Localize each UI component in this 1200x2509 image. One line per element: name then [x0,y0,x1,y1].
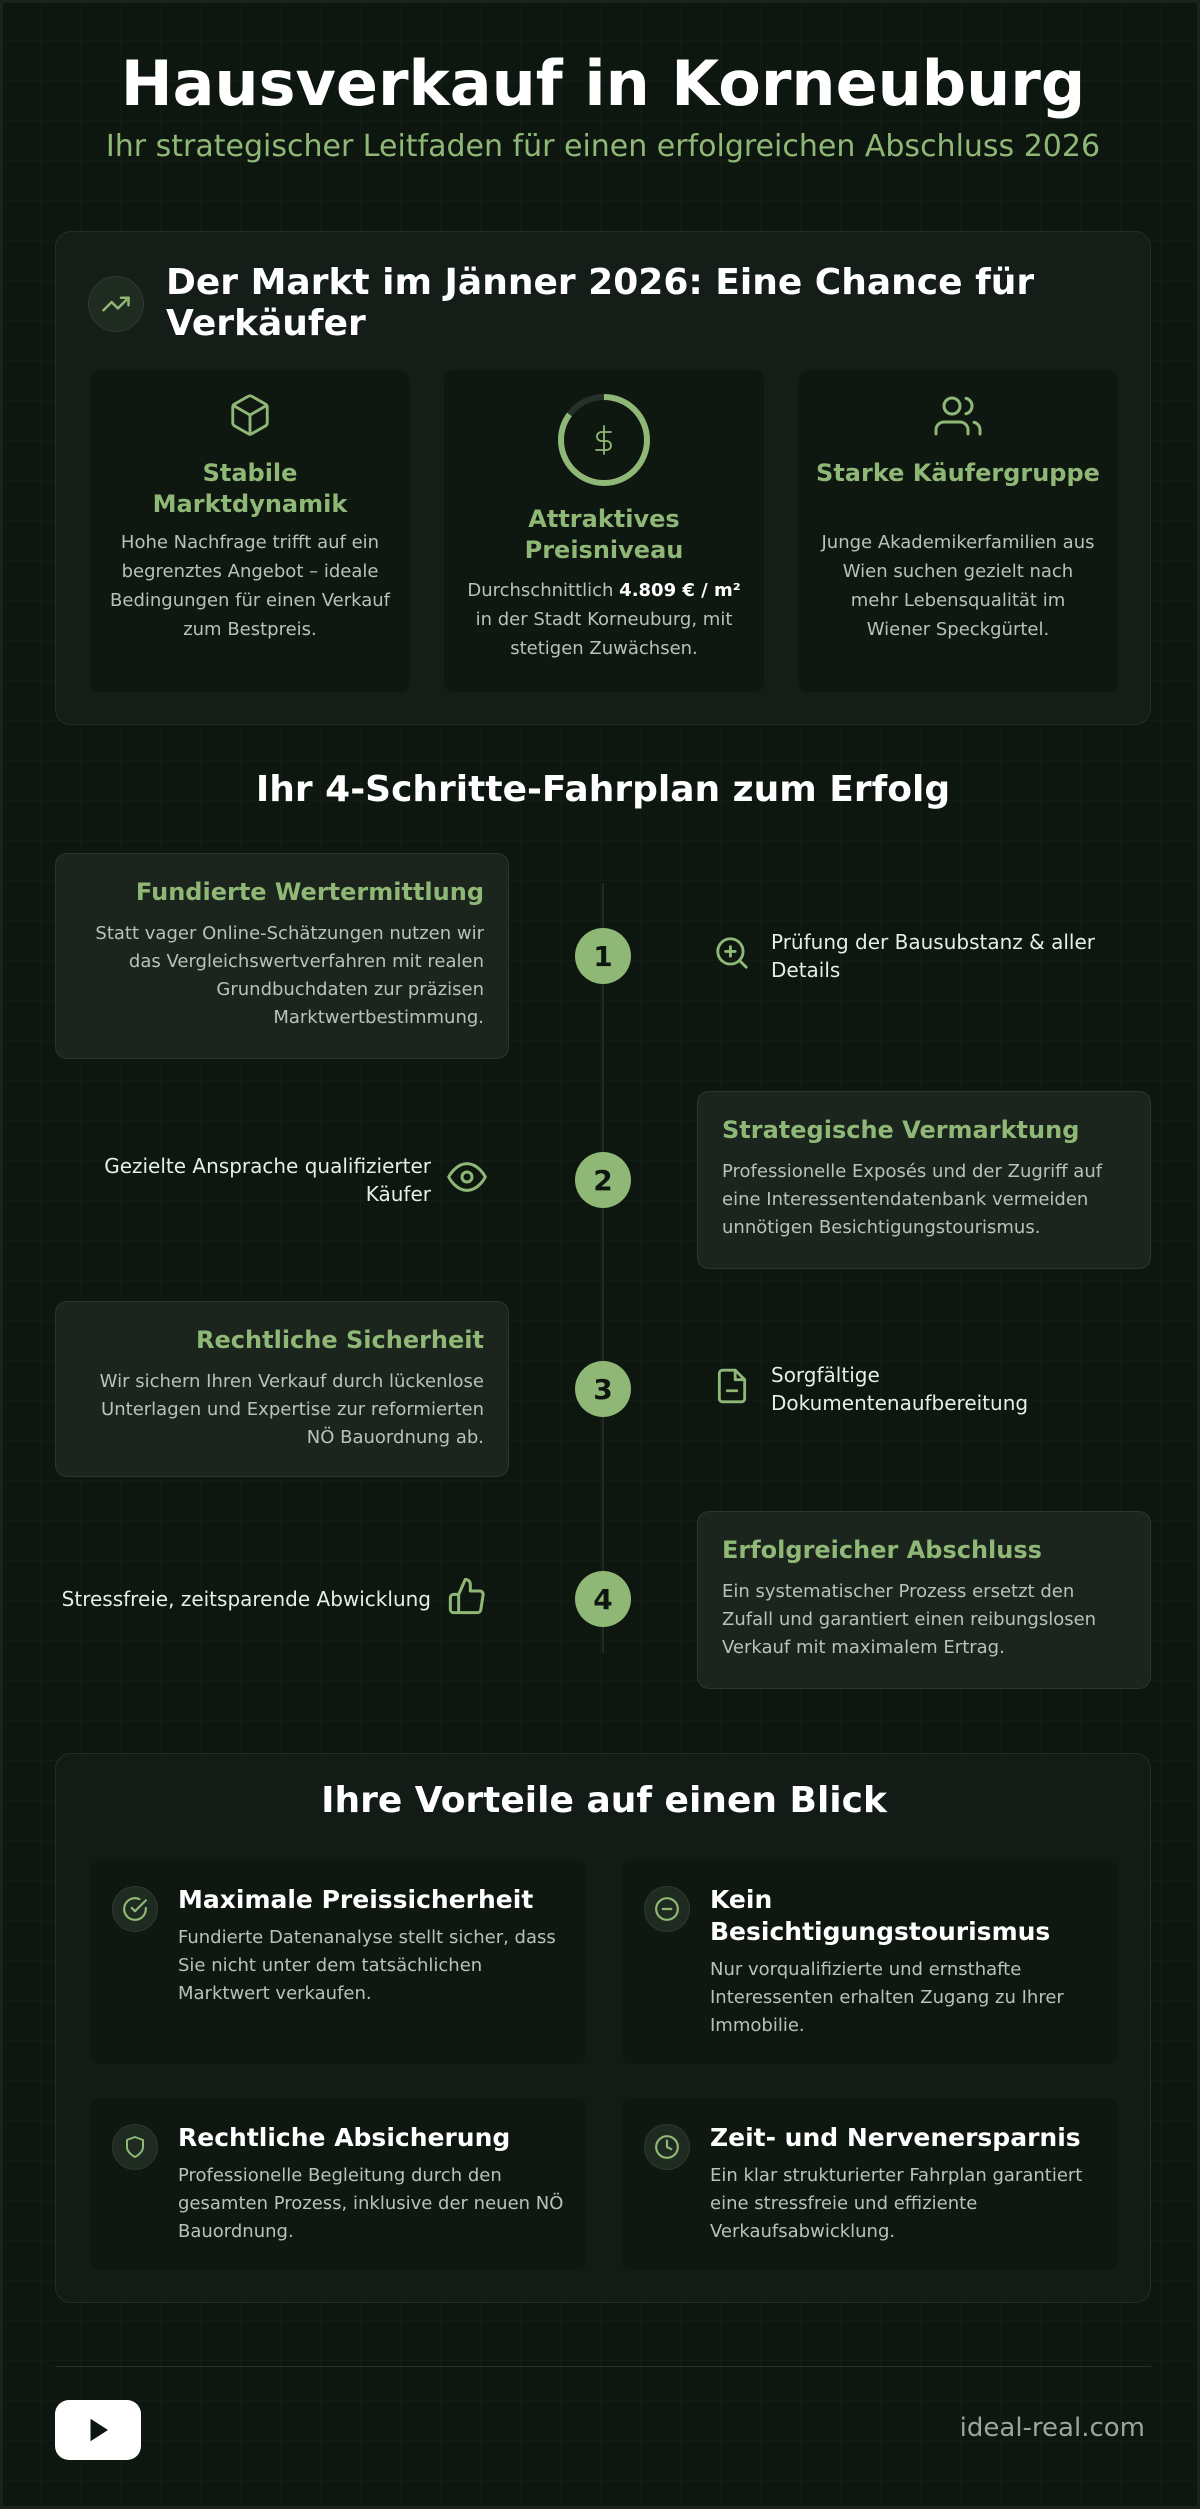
market-heading: Der Markt im Jänner 2026: Eine Chance für Verkäufer [166,262,1035,344]
step-aside-4 [57,1570,487,1628]
minus-circle-icon [644,1886,690,1932]
eye-icon [447,1157,487,1204]
benefit-title: Rechtliche Absicherung [178,2123,511,2152]
website-link[interactable]: ideal-real.com [959,2413,1145,2443]
benefit-text: Nur vorqualifizierte und ernsthafte Interessenten erhalten Zugang zu Ihrer Immobilie. [710,1959,1064,2036]
market-card-buyers [798,370,1118,692]
step-card-1 [55,853,509,1059]
market-section [55,231,1151,725]
check-circle-icon [112,1886,158,1932]
step-card-4 [697,1511,1151,1689]
step-text: Statt vager Online-Schätzungen nutzen wir das Vergleichswertverfahren mit realen Grundbuchdaten zur präzisen Marktwertbestimmung. [95,923,484,1028]
step-aside-2 [57,1151,487,1209]
benefit-text: Ein klar strukturierter Fahrplan garantiert eine stressfreie und effiziente Verkaufsabwicklung. [710,2165,1083,2242]
step-title: Rechtliche Sicherheit [196,1326,484,1354]
benefit-card-time [622,2098,1118,2270]
step-title: Strategische Vermarktung [722,1116,1080,1144]
clock-icon [644,2124,690,2170]
benefit-card-viewings [622,1860,1118,2064]
roadmap-title: Ihr 4-Schritte-Fahrplan zum Erfolg [255,769,951,810]
market-card-title: Stabile Marktdynamik [152,459,348,518]
market-card-text [464,576,744,663]
step-card-3 [55,1301,509,1477]
step-aside-text: Gezielte Ansprache qualifizierter Käufer [104,1154,431,1206]
step-number-4: 4 [575,1571,631,1627]
benefits-title: Ihre Vorteile auf einen Blick [321,1780,887,1821]
benefit-card-legal [90,2098,586,2270]
market-card-title: Attraktives Preisniveau [524,505,684,564]
dollar-gauge-icon [444,392,764,488]
step-aside-text: Sorgfältige Dokumentenaufbereitung [771,1363,1029,1415]
market-card-text: Hohe Nachfrage trifft auf ein begrenztes Angebot – ideale Bedingungen für einen Verkauf zum Bestpreis. [110,532,390,640]
step-aside-text: Prüfung der Bausubstanz & aller Details [771,930,1095,982]
step-aside-1 [713,927,1143,985]
users-icon [798,392,1118,440]
market-card-title: Starke Käufergruppe [816,459,1100,487]
step-title: Erfolgreicher Abschluss [722,1536,1042,1564]
step-text: Ein systematischer Prozess ersetzt den Zufall und garantiert einen reibungslosen Verkauf mit maximalem Ertrag. [722,1581,1097,1658]
zoom-in-icon [713,934,751,979]
market-card-stability [90,370,410,692]
benefits-section [55,1753,1151,2303]
benefit-title: Kein Besichtigungstourismus [710,1885,1051,1946]
step-text: Professionelle Exposés und der Zugriff auf eine Interessentendatenbank vermeiden unnötigen Besichtigungstourismus. [722,1161,1103,1238]
step-aside-3 [713,1360,1143,1418]
price-value: 4.809 € / m² [619,580,741,601]
box-icon [90,392,410,438]
price-text-after: in der Stadt Korneuburg, mit stetigen Zuwächsen. [475,609,733,659]
step-number-2: 2 [575,1152,631,1208]
youtube-play-icon[interactable] [55,2400,141,2460]
step-number-3: 3 [575,1361,631,1417]
benefit-title: Zeit- und Nervenersparnis [710,2123,1081,2152]
step-aside-text: Stressfreie, zeitsparende Abwicklung [61,1587,431,1611]
step-text: Wir sichern Ihren Verkauf durch lückenlose Unterlagen und Expertise zur reformierten NÖ Bauordnung ab. [99,1371,484,1448]
benefit-card-price [90,1860,586,2064]
price-text-before: Durchschnittlich [467,580,620,601]
timeline-line [602,883,604,1653]
market-card-price [444,370,764,692]
footer-divider [55,2366,1151,2367]
benefit-text: Fundierte Datenanalyse stellt sicher, dass Sie nicht unter dem tatsächlichen Marktwert verkaufen. [178,1927,556,2004]
page-title: Hausverkauf in Korneuburg [120,47,1086,120]
step-number-1: 1 [575,928,631,984]
trending-up-icon [88,276,144,332]
thumbs-up-icon [447,1576,487,1623]
step-card-2 [697,1091,1151,1269]
market-card-text: Junge Akademikerfamilien aus Wien suchen gezielt nach mehr Lebensqualität im Wiener Speckgürtel. [821,532,1095,640]
document-icon [713,1367,751,1412]
benefit-title: Maximale Preissicherheit [178,1885,534,1914]
shield-icon [112,2124,158,2170]
page-subtitle: Ihr strategischer Leitfaden für einen erfolgreichen Abschluss 2026 [105,129,1101,164]
benefit-text: Professionelle Begleitung durch den gesamten Prozess, inklusive der neuen NÖ Bauordnung. [178,2165,564,2242]
step-title: Fundierte Wertermittlung [135,878,484,906]
